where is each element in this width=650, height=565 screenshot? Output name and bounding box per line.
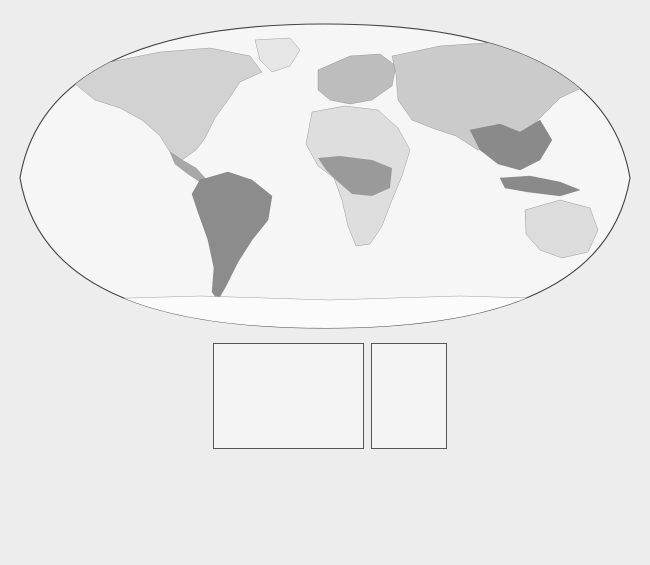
antarctica [40,296,620,335]
ocean-npp-legend [371,343,447,449]
land-npp-legend [213,343,364,449]
